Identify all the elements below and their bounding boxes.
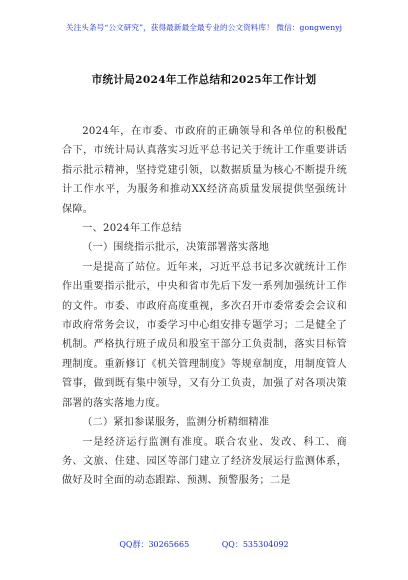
paragraph-2: 一是经济运行监测有准度。联合农业、发改、科工、商务、文旅、住建、园区等部门建立了经济发展运行监测体系，做好及时全面的动态跟踪、预测、预警服务；二是: [62, 436, 347, 487]
header-banner: 关注头条号“公文研究”，获得最新最全最专业的公文资料库！ 微信：gongwenyj: [65, 23, 343, 32]
subsection-heading-1: （一）围绕指示批示，决策部署落实落地: [82, 242, 270, 254]
footer-qq-group: QQ群：30265665: [119, 540, 190, 549]
footer-contact: [0, 539, 408, 550]
document-body: [62, 122, 347, 491]
footer-qq: QQ：535304092: [221, 540, 289, 549]
section-heading-1: 一、2024年工作总结: [82, 223, 182, 235]
document-title: 市统计局2024年工作总结和2025年工作计划: [91, 74, 317, 86]
subsection-heading-2: （二）紧扣参谋服务，监测分析精细精准: [82, 417, 270, 429]
paragraph-1: 一是提高了站位。近年来，习近平总书记多次就统计工作作出重要指示批示，中央和省市先后下发一系列加强统计工作的文件。市委、市政府高度重视，多次召开市委常委会会议和市政府常务会议，市委学习中心组安排专题学习；二是健全了机制。严格执行班子成员和股室干部分工负责制，落实目标管理制度。重新修订《机关管理制度》等规章制度，用制度管人管事，做到既有集中领导，又有分工负责，加强了对各项决策部署的落实落地力度。: [62, 261, 347, 409]
paragraph-intro: 2024年，在市委、市政府的正确领导和各单位的积极配合下，市统计局认真落实习近平总书记关于统计工作重要讲话指示批示精神，坚持党建引领，以数据质量为核心不断提升统计工作水平，为服务和推动XX经济高质量发展提供坚强统计保障。: [62, 126, 347, 215]
